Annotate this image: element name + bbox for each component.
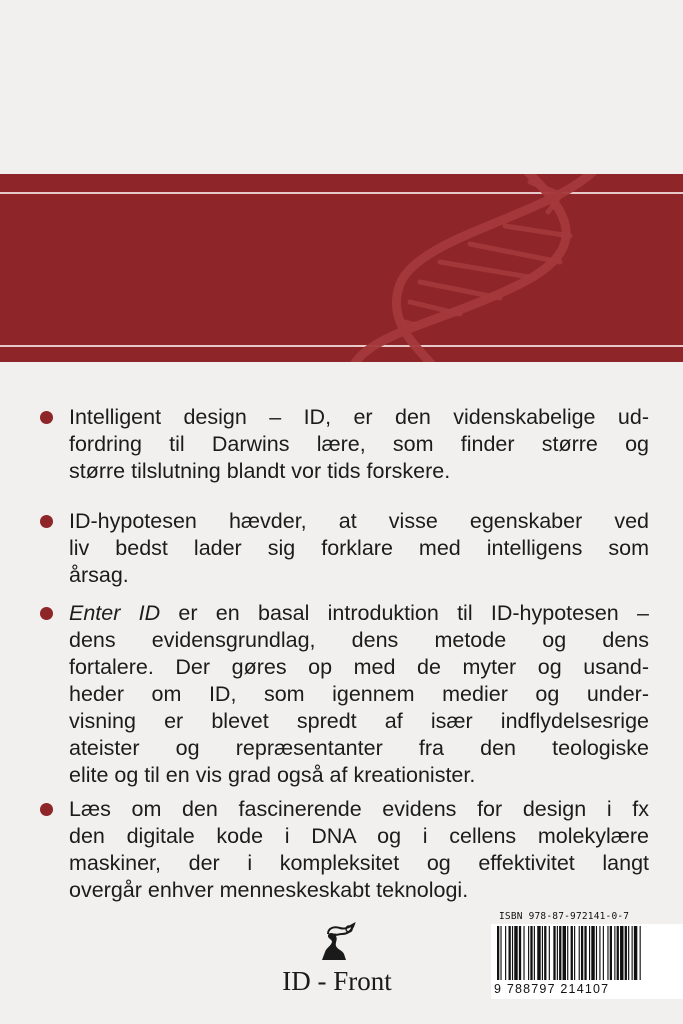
isbn-barcode <box>491 911 683 999</box>
bullet-dot <box>40 803 53 816</box>
barcode-bar <box>512 926 513 980</box>
text-line <box>69 600 649 627</box>
barcode-digits: 9 788797 214107 <box>494 982 610 996</box>
barcode-bar <box>607 926 608 980</box>
text-line: Intelligent design – ID, er den videnskabelige ud- <box>69 405 649 429</box>
barcode-bar <box>617 926 619 980</box>
inkwell-quill-icon <box>316 920 358 964</box>
barcode-bar <box>509 926 511 980</box>
text-line: visning er blevet spredt af især indflydelsesrige <box>69 709 649 733</box>
book-title-emphasis: Enter ID <box>69 601 161 625</box>
barcode-bar <box>497 926 499 980</box>
barcode-bar <box>537 926 540 980</box>
barcode-bar <box>500 926 501 980</box>
barcode-bars <box>493 926 681 982</box>
barcode-bar <box>523 926 524 980</box>
barcode-bar <box>634 926 637 980</box>
isbn-label: ISBN 978-87-972141-0-7 <box>499 911 630 922</box>
text-line: maskiner, der i kompleksitet og effektivitet langt <box>69 851 649 875</box>
text-line: større tilslutning blandt vor tids forskere. <box>69 459 451 483</box>
barcode-bar <box>567 926 568 980</box>
bullet-text <box>69 404 649 485</box>
barcode-bar <box>559 926 561 980</box>
text-line: overgår enhver menneskeskabt teknologi. <box>69 878 469 902</box>
title-band <box>0 174 683 362</box>
barcode-bar <box>625 926 627 980</box>
bullet-text <box>69 796 649 904</box>
barcode-bar <box>614 926 615 980</box>
bullet-dot <box>40 515 53 528</box>
barcode-bar <box>530 926 532 980</box>
text-line: liv bedst lader sig forklare med intelligens som <box>69 536 649 560</box>
barcode-bar <box>603 926 604 980</box>
barcode-bar <box>632 926 633 980</box>
barcode-bar <box>557 926 558 980</box>
text-line: ateister og repræsentanter fra den teologiske <box>69 736 649 760</box>
text-line: den digitale kode i DNA og i cellens molekylære <box>69 824 649 848</box>
bullet-text <box>69 600 649 789</box>
text-line: fordring til Darwins lære, som finder større og <box>69 432 649 456</box>
barcode-bar <box>610 926 612 980</box>
barcode-bar <box>542 926 543 980</box>
text-line: heder om ID, som igennem medier og under- <box>69 682 649 706</box>
barcode-bar <box>574 926 575 980</box>
publisher-logo <box>272 920 402 1000</box>
dna-helix-icon <box>0 174 683 362</box>
text-line: elite og til en vis grad også af kreationister. <box>69 763 476 787</box>
barcode-bar <box>519 926 521 980</box>
barcode-bar <box>549 926 550 980</box>
barcode-bar <box>563 926 566 980</box>
text-line: årsag. <box>69 563 129 587</box>
barcode-bar <box>584 926 586 980</box>
barcode-bar <box>579 926 580 980</box>
bullet-text <box>69 508 649 589</box>
barcode-bar <box>589 926 590 980</box>
bullet-dot <box>40 411 53 424</box>
barcode-bar <box>534 926 535 980</box>
text-line: ID-hypotesen hævder, at visse egenskaber ved <box>69 509 649 533</box>
barcode-bar <box>596 926 597 980</box>
publisher-name: ID - Front <box>282 966 392 996</box>
barcode-bar <box>505 926 506 980</box>
barcode-bar <box>553 926 555 980</box>
barcode-bar <box>514 926 517 980</box>
barcode-bar <box>628 926 629 980</box>
barcode-bar <box>620 926 623 980</box>
barcode-bar <box>640 926 641 980</box>
barcode-bar <box>544 926 546 980</box>
barcode-bar <box>581 926 583 980</box>
barcode-bar <box>571 926 573 980</box>
bullet-dot <box>40 607 53 620</box>
barcode-bar <box>528 926 529 980</box>
barcode-bar <box>591 926 594 980</box>
text-line: fortalere. Der gøres op med de myter og usand- <box>69 655 649 679</box>
barcode-bar <box>599 926 600 980</box>
text-fragment: er en basal introduktion til ID-hypotesen – <box>160 601 649 625</box>
text-line: Læs om den fascinerende evidens for design i fx <box>69 797 649 821</box>
text-line: dens evidensgrundlag, dens metode og dens <box>69 628 649 652</box>
